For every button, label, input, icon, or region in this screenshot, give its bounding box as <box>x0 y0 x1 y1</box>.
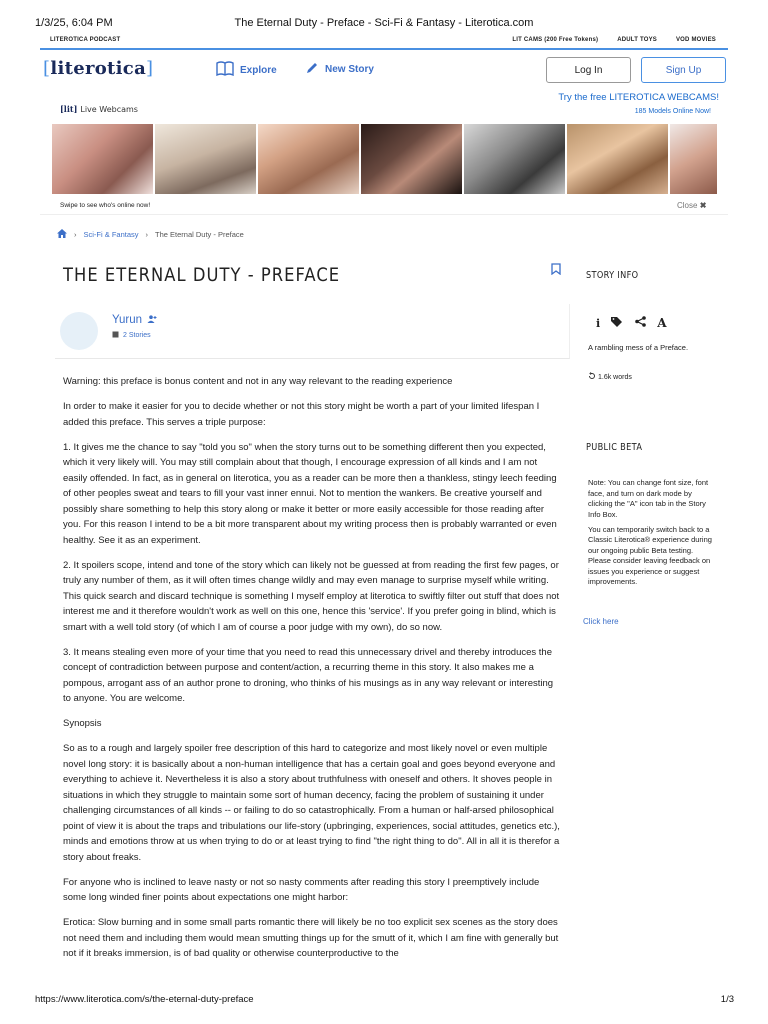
topbar-links <box>512 37 716 43</box>
site-topbar <box>40 37 728 47</box>
story-paragraph: Erotica: Slow burning and in some small parts romantic there will likely be no too explicit sex scenes as the story does not need them and including them would mean smutting things up for the smutt of it, which I am fine with generally but not if it breaks immersion, is of bad quality or otherwise counterproductive to the <box>63 917 559 959</box>
story-info-heading: STORY INFO <box>586 270 639 281</box>
story-info-tabs <box>596 314 667 332</box>
info-icon[interactable]: i <box>596 316 601 330</box>
print-page-title: The Eternal Duty - Preface - Sci-Fi & Fantasy - Literotica.com <box>234 17 534 29</box>
home-icon[interactable] <box>57 229 67 240</box>
book-icon <box>216 61 234 79</box>
story-paragraph: 1. It gives me the chance to say "told you so" when the story turns out to be something different then you expected, which it very likely will. You may still complain about that though, I encourage expression of all kinds and I am not easily offended. In fact, as in general on literotica, you as a reader can be more then a thankless, stingy leech feeding of other peoples sweat and tears to fill your vast inner ennui. Not to mention the wankers. Be creative yourself and possibly share something to help this story along or make it better or more easily accessible for those reading after you. For this reason I intend to be a bit more transparent about my writing process then is probably warranted or even healthy. See it as an experiment. <box>63 441 557 546</box>
print-page-number: 1/3 <box>720 994 734 1005</box>
follow-user-icon[interactable] <box>147 314 157 326</box>
divider <box>40 214 728 215</box>
breadcrumb-separator: › <box>74 230 77 239</box>
podcast-link[interactable]: LITEROTICA PODCAST <box>50 37 121 43</box>
story-title: THE ETERNAL DUTY - PREFACE <box>63 264 341 286</box>
print-url: https://www.literotica.com/s/the-eternal-duty-preface <box>35 994 254 1005</box>
story-info-sidebar <box>583 270 726 626</box>
webcam-thumbnail[interactable] <box>155 124 256 194</box>
story-paragraph: In order to make it easier for you to decide whether or not this story might be worth a part of your limited lifespan I added this preface. This serves a triple purpose: <box>63 401 540 428</box>
site-logo[interactable]: [literotica] <box>43 58 154 79</box>
stories-book-icon <box>112 331 119 340</box>
print-datetime: 1/3/25, 6:04 PM <box>35 17 113 29</box>
share-icon[interactable] <box>635 314 646 332</box>
breadcrumb-separator: › <box>145 230 149 239</box>
adult-toys-link[interactable]: ADULT TOYS <box>617 37 657 43</box>
breadcrumb-current: The Eternal Duty - Preface <box>155 230 244 239</box>
webcam-thumbnail[interactable] <box>464 124 565 194</box>
new-story-link[interactable] <box>305 61 374 78</box>
new-story-label: New Story <box>325 64 374 75</box>
public-beta-heading: PUBLIC BETA <box>586 442 643 453</box>
story-description: A rambling mess of a Preface. <box>588 343 689 352</box>
explore-label: Explore <box>240 64 277 76</box>
story-body <box>63 374 561 971</box>
author-link[interactable]: Yurun <box>112 314 157 326</box>
beta-note-text: Note: You can change font size, font face, and turn on dark mode by clicking the "A" icon tab in the Story Info Box. <box>588 478 709 519</box>
webcam-carousel[interactable] <box>52 124 718 194</box>
beta-note-text: You can temporarily switch back to a Classic Literotica® experience during our ongoing public Beta testing. Please consider leaving feedback on issues you experience or suggest improvements. <box>588 524 712 586</box>
live-webcams-label: [lit] Live Webcams <box>60 104 138 114</box>
signup-button[interactable]: Sign Up <box>641 57 726 83</box>
webcam-thumbnail[interactable] <box>361 124 462 194</box>
word-count: 1.6k words <box>588 372 632 382</box>
webcam-thumbnail[interactable] <box>567 124 668 194</box>
word-count-icon <box>588 372 596 382</box>
tags-icon[interactable] <box>611 314 624 332</box>
login-button[interactable]: Log In <box>546 57 631 83</box>
avatar[interactable] <box>60 312 98 350</box>
webcam-thumbnail[interactable] <box>52 124 153 194</box>
vod-movies-link[interactable]: VOD MOVIES <box>675 37 716 43</box>
story-paragraph: For anyone who is inclined to leave nasty or not so nasty comments after reading this story I preemptively include some long winded finer points about expectations one might harbor: <box>63 876 540 903</box>
close-webcams-button[interactable]: Close ✖ <box>677 201 707 210</box>
bookmark-icon[interactable] <box>551 262 561 280</box>
explore-link[interactable] <box>216 61 277 79</box>
swipe-hint: Swipe to see who's online now! <box>60 202 151 209</box>
header-rule <box>40 48 728 50</box>
story-paragraph: 3. It means stealing even more of your time that you need to read this unnecessary drivel and thereby introduces the concept of contradiction between purpose and content/action, a recurring theme in this story. It also makes me a pompous, arrogant ass of an author prone to droning, who thinks of his musings as in any way relevant or interesting to anyone. You are welcome. <box>63 646 554 704</box>
font-settings-icon[interactable]: A <box>657 316 667 330</box>
classic-literotica-link[interactable]: Click here <box>583 617 619 626</box>
close-icon: ✖ <box>699 201 707 210</box>
webcam-thumbnail[interactable] <box>670 124 717 194</box>
story-paragraph: Synopsis <box>63 718 102 729</box>
models-online-count: 185 Models Online Now! <box>634 108 711 115</box>
pencil-icon <box>305 61 319 78</box>
story-paragraph: Warning: this preface is bonus content and not in any way relevant to the reading experience <box>63 376 453 387</box>
lit-cams-link[interactable]: LIT CAMS (200 Free Tokens) <box>512 37 599 43</box>
print-header <box>0 17 768 31</box>
lit-badge: [lit] <box>60 104 78 114</box>
author-stories-link[interactable]: 2 Stories <box>112 331 151 340</box>
author-card <box>55 304 570 359</box>
story-paragraph: So as to a rough and largely spoiler free description of this hard to categorize and most likely novel or even multiple novel long story: it is basically about a non-human intelligence that has a certain goal and goes beyond everyone and everything to achieve it. Nevertheless it is also a story about truthfulness with oneself and others. It shoves people in situations in which they struggle to maintain some sort of human decency, facing the problem of sustaining it under challenging circumstances of all kinds -- or failing to do so catastrophically. From a human or half-arsed philosophical point of view it is about the traps and tribulations our life-story (upbringing, experiences, social attitudes, genetics etc.), minds and emotions throw at us when trying to do or at least trying to find "the right thing to do". All in all it is therefor a story about freaks. <box>63 743 560 863</box>
try-webcams-link[interactable]: Try the free LITEROTICA WEBCAMS! <box>558 92 719 103</box>
webcam-thumbnail[interactable] <box>258 124 359 194</box>
breadcrumb-category[interactable]: Sci-Fi & Fantasy <box>83 230 139 239</box>
main-nav <box>40 53 728 87</box>
beta-note <box>588 478 713 592</box>
story-paragraph: 2. It spoilers scope, intend and tone of the story which can likely not be guessed at from reading the first few pages, or truly any number of them, as it will often times change wildly and may even manage to surprise myself while writing. This quick search and discard technique is something I myself employ at literotica to swiftly filter out stuff that does not interest me and it therefore wouldn't work as well on this one, hence this 'service'. If you prefer going in blind, which is smart with a well told story (of which I am of course a poor judge with my own), do so now. <box>63 559 560 633</box>
breadcrumb <box>57 229 244 240</box>
